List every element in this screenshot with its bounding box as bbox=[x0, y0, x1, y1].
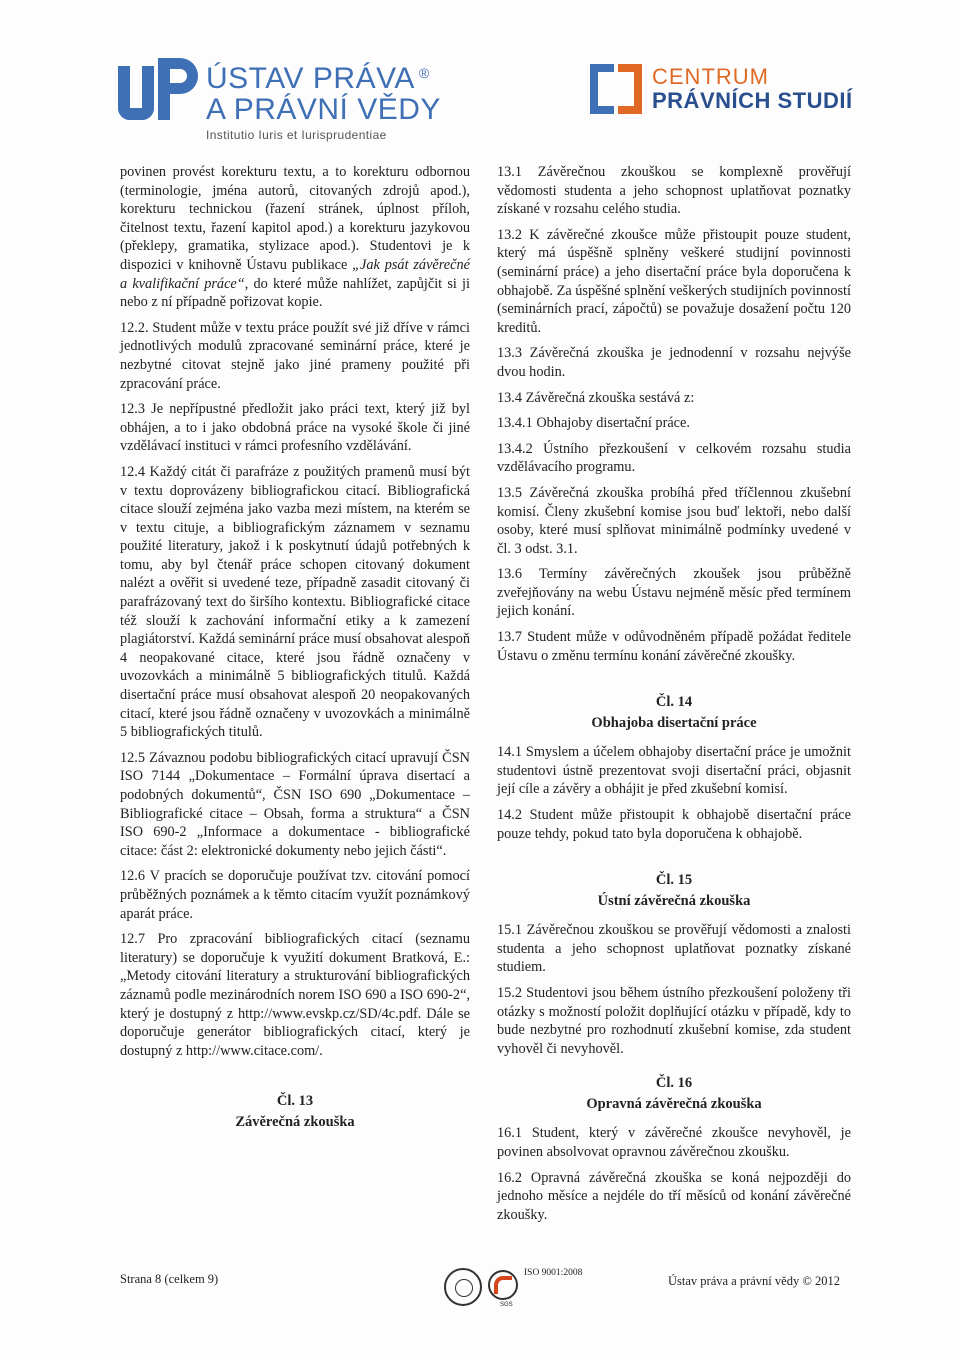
left-column bbox=[120, 163, 470, 1142]
paragraph-13-1: 13.1 Závěrečnou zkouškou se komplexně prověřují vědomosti studenta a jeho schopnost uplatňovat poznatky získané v rozsahu celého studia. bbox=[497, 164, 851, 218]
paragraph-15-2: 15.2 Studentovi jsou během ústního přezkoušení položeny tři otázky s možností položit doplňující otázku v případě, kdy to bude nezbytné pro rozhodnutí zkušební komise, zda student vyhověl či nevyhověl. bbox=[497, 985, 851, 1057]
institute-name-line2: A PRÁVNÍ VĚDY bbox=[206, 93, 441, 126]
paragraph-12-4: 12.4 Každý citát či parafráze z použitých pramenů musí být v textu doprovázeny bibliografickou citací. Bibliografická citace slouží zejména jako vazba mezi místem, na kterém se v textu cituje, a bibliografickým záznamem v seznamu použité literatury, jakož i k poskytnutí údajů potřebných k tomu, aby byl čtenář práce schopen citovaný dokument nalézt a ověřit si uvedené teze, případně zasadit citovaný či parafrázovaný text do širšího kontextu. Bibliografické citace též slouží k zachování informační etiky a k zamezení plagiátorství. Každá seminární práce musí obsahovat alespoň 4 neopakované citace, které jsou řádně označeny v uvozovkách a minimálně 5 bibliografických titulů. Každá disertační práce musí obsahovat alespoň 20 neopakovaných citací, které jsou řádně označeny v uvozovkách a minimálně 5 bibliografických titulů. bbox=[120, 463, 470, 741]
article-14-heading: Čl. 14 bbox=[655, 694, 693, 711]
sgs-logo-icon bbox=[488, 1270, 518, 1300]
center-name-line2: PRÁVNÍCH STUDIÍ bbox=[652, 88, 853, 113]
article-15-title: Ústní závěrečná zkouška bbox=[597, 893, 751, 910]
iso-certification: ISO 9001:2008 bbox=[524, 1268, 583, 1278]
page-number: Strana 8 (celkem 9) bbox=[120, 1272, 219, 1286]
article-16-heading: Čl. 16 bbox=[655, 1075, 693, 1092]
page-footer bbox=[0, 1268, 960, 1318]
article-16-title: Opravná závěrečná zkouška bbox=[586, 1096, 762, 1113]
bracket-logo-icon bbox=[590, 64, 642, 114]
up-logo-icon bbox=[118, 58, 198, 120]
center-logo bbox=[590, 64, 853, 114]
paragraph-13-2: 13.2 K závěrečné zkoušce může přistoupit pouze student, který má úspěšně splněny veškeré studijní povinnosti (seminární práce) a jeho disertační práce byla doporučena k obhajobě. Za úspěšné splnění veškerých studijních povinností (seminárních prací, zápočtů) se považuje dosažení počtu 120 kreditů. bbox=[497, 226, 851, 336]
institute-logo bbox=[118, 58, 441, 144]
institute-name-line1: ÚSTAV PRÁVA ® bbox=[206, 62, 430, 95]
paragraph-12-5: 12.5 Závaznou podobu bibliografických citací upravují ČSN ISO 7144 „Dokumentace – Formální úprava disertací a podobných dokumentů“, ČSN ISO 690 „Dokumentace – Bibliografické citace – Obsah, forma a struktura“ a ČSN ISO 690-2 „Informace a dokumentace - bibliografické citace: část 2: elektronické dokumenty nebo jejich části“. bbox=[120, 749, 470, 859]
institute-latin-name: Institutio Iuris et Iurisprudentiae bbox=[206, 128, 387, 142]
paragraph-13-4: 13.4 Závěrečná zkouška sestává z: bbox=[497, 389, 695, 406]
paragraph-12-2: 12.2. Student může v textu práce použít své již dříve v rámci jednotlivých modulů zpracované seminární práce, které je nezbytné citovat stejně jako jiné prameny použité při zpracování práce. bbox=[120, 319, 470, 392]
paragraph-12-7: 12.7 Pro zpracování bibliografických citací (seznamu literatury) se doporučuje k využití dokument Bratková, E.: „Metody citování literatury a strukturování bibliografických záznamů podle mezinárodních norem ISO 690 a ISO 690-2“, který je dostupný z http://www.evskp.cz/SD/4c.pdf. Dále se doporučuje generátor bibliografických citací, který je dostupný z http://www.citace.com/. bbox=[120, 931, 470, 1059]
paragraph-12-1-cont: povinen provést korekturu textu, a to korekturu odbornou (terminologie, jména autorů, citovaných zdrojů apod.), korekturu technickou (řazení stránek, úplnost příloh, čitelnost textu, řazení kapitol apod.) a korekturu jazykovou (překlepy, gramatika, stylizace apod.). Studentovi je k dispozici v knihovně Ústavu publikace „Jak psát závěrečné a kvalifikační práce“, do které může nahlížet, zapůjčit si ji nebo z ní případně pořizovat kopie. bbox=[120, 164, 470, 311]
article-13-title: Závěrečná zkouška bbox=[235, 1114, 355, 1131]
publication-title: „Jak psát závěrečné a kvalifikační práce“ bbox=[120, 256, 470, 292]
sgs-label: SGS bbox=[500, 1302, 513, 1308]
paragraph-13-4-1: 13.4.1 Obhajoby disertační práce. bbox=[497, 415, 690, 432]
copyright: Ústav práva a právní vědy © 2012 bbox=[668, 1274, 840, 1288]
paragraph-12-6: 12.6 V pracích se doporučuje používat tzv. citování pomocí průběžných poznámek a k těmto citacím využít poznámkový aparát práce. bbox=[120, 868, 470, 922]
article-15-heading: Čl. 15 bbox=[655, 872, 693, 889]
paragraph-16-1: 16.1 Student, který v závěrečné zkoušce nevyhověl, je povinen absolvovat opravnou závěrečnou zkoušku. bbox=[497, 1125, 851, 1160]
article-14-title: Obhajoba disertační práce bbox=[591, 715, 757, 732]
paragraph-14-2: 14.2 Student může přistoupit k obhajobě disertační práce pouze tehdy, pokud tato byla doporučena k obhajobě. bbox=[497, 807, 851, 842]
paragraph-12-3: 12.3 Je nepřípustné předložit jako práci text, který již byl obhájen, a to i jako obdobná práce na vysoké škole či jiné vzdělávací instituci v rámci profesního vzdělávání. bbox=[120, 401, 470, 455]
article-13-heading: Čl. 13 bbox=[276, 1093, 314, 1110]
certification-seal-icon bbox=[444, 1268, 482, 1306]
right-column bbox=[497, 163, 851, 1231]
institute-name bbox=[206, 58, 441, 144]
registered-mark: ® bbox=[418, 65, 430, 81]
paragraph-14-1: 14.1 Smyslem a účelem obhajoby disertační práce je umožnit studentovi ústně prezentovat svoji disertační práci, objasnit její cíle a závěry a obhájit je před zkušební komisí. bbox=[497, 744, 851, 798]
paragraph-16-2: 16.2 Opravná závěrečná zkouška se koná nejpozději do jednoho měsíce a nejdéle do tří měsíců od konání závěrečné zkoušky. bbox=[497, 1169, 851, 1223]
paragraph-13-6: 13.6 Termíny závěrečných zkoušek jsou průběžně zveřejňovány na webu Ústavu nejméně měsíc před termínem jejich konání. bbox=[497, 566, 851, 620]
paragraph-13-5: 13.5 Závěrečná zkouška probíhá před tříčlennou zkušební komisí. Členy zkušební komise jsou buď lektoři, nebo další osoby, které musí splňovat minimálně podmínky uvedené v čl. 3 odst. 3.1. bbox=[497, 484, 851, 557]
center-name bbox=[652, 65, 853, 113]
page-header bbox=[0, 52, 960, 142]
paragraph-15-1: 15.1 Závěrečnou zkouškou se prověřují vědomosti a znalosti studenta a jeho schopnost uplatňovat poznatky získané studiem. bbox=[497, 922, 851, 976]
paragraph-13-3: 13.3 Závěrečná zkouška je jednodenní v rozsahu nejvýše dvou hodin. bbox=[497, 345, 851, 380]
paragraph-13-7: 13.7 Student může v odůvodněném případě požádat ředitele Ústavu o změnu termínu konání závěrečné zkoušky. bbox=[497, 629, 851, 664]
center-name-line1: CENTRUM bbox=[652, 64, 769, 89]
paragraph-13-4-2: 13.4.2 Ústního přezkoušení v celkovém rozsahu studia vzdělávacího programu. bbox=[497, 440, 851, 476]
